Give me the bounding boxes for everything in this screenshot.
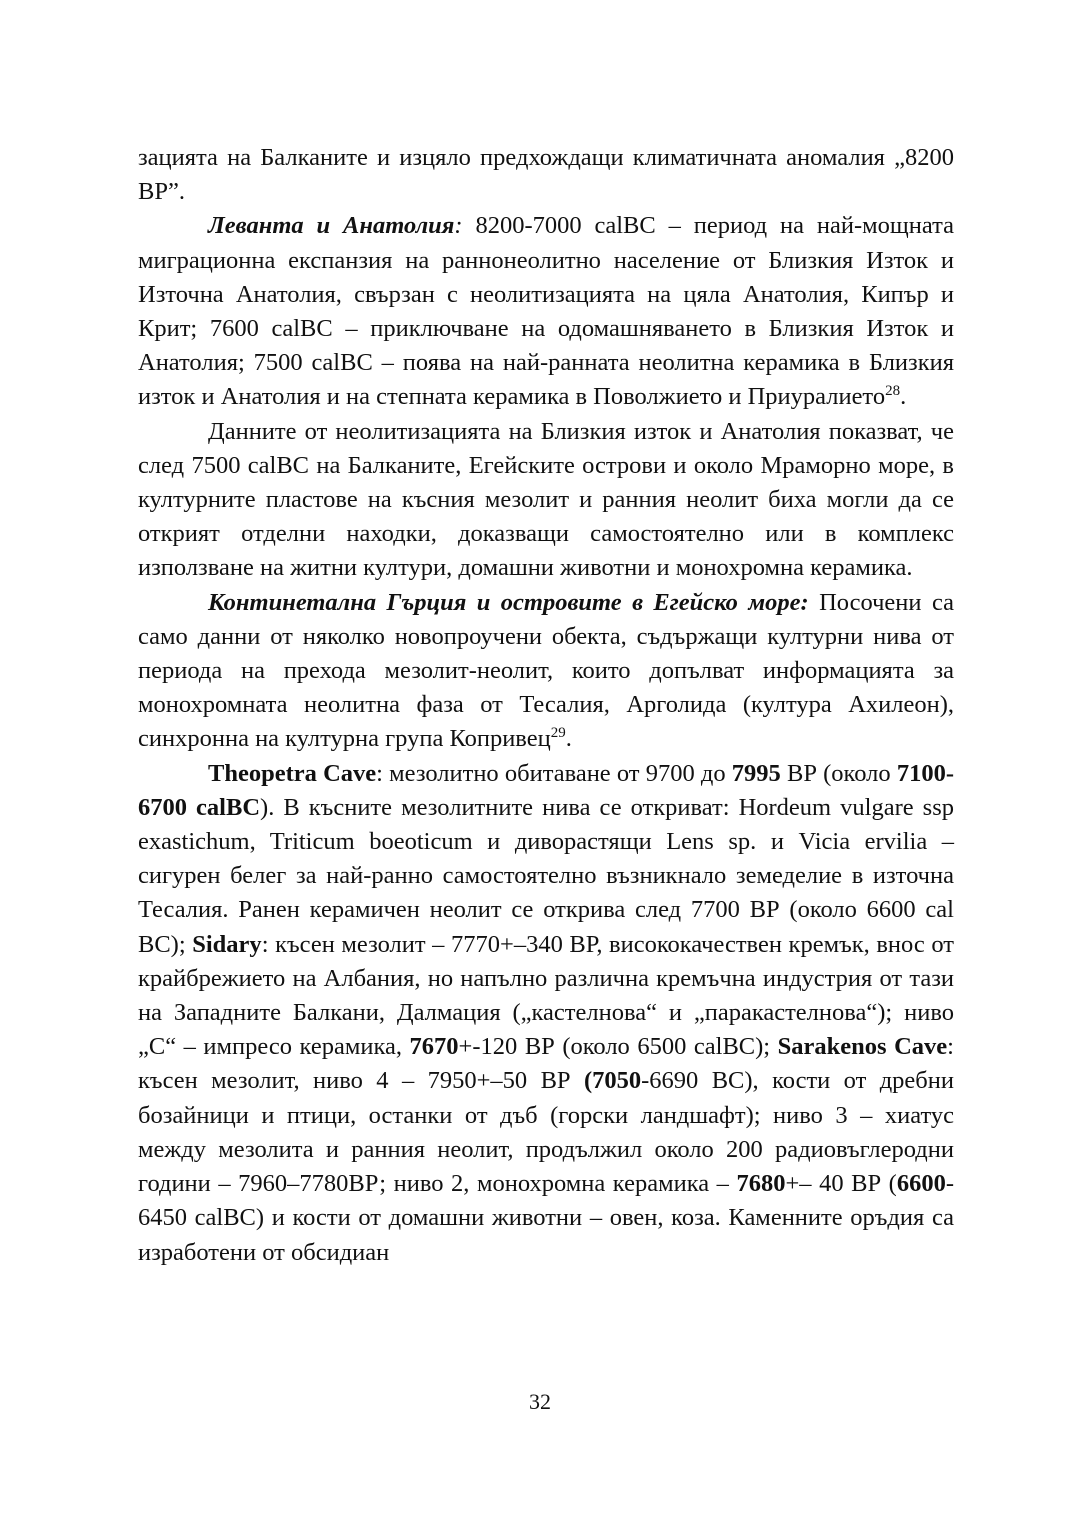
paragraph-4-end: . (565, 725, 572, 753)
date-bold: 7670 (409, 1033, 459, 1061)
paragraph-5-segment: +-120 ВР (около 6500 calBC); (458, 1033, 778, 1061)
paragraph-5-segment: -6450 calBC) и кости от домашни животни – овен, коза. Каменните оръдия са изработени от обсидиан (138, 1170, 954, 1266)
paragraph-5-segment: : мезолитно обитаване от 9700 до (376, 759, 732, 787)
paragraph-5-segment: : късен мезолит, ниво 4 – 7950+–50 ВР (138, 1033, 954, 1095)
paragraph-3-text: Данните от неолитизацията на Близкия изток и Анатолия показват, че след 7500 calBC на Балканите, Егейските острови и около Мраморно море, в културните пластове на късния мезолит и ранния неолит биха могли да се открият отделни находки, доказващи самостоятелно или в комплекс използване на житни култури, домашни животни и монохромна керамика. (138, 417, 954, 582)
site-name-theopetra: Theopetra Cave (208, 759, 377, 787)
paragraph-5-segment: +– 40 ВР ( (785, 1170, 897, 1198)
page-number: 32 (529, 1389, 551, 1414)
paragraph-5-segment: -6690 ВС), кости от дребни бозайници и птици, останки от дъб (горски ландшафт); ниво 3 – хиатус между мезолита и ранния неолит, продължил около 200 радиовъглеродни години – 7960–7780ВР; ниво 2, монохромна керамика – (138, 1067, 954, 1198)
paragraph-2-text: 8200-7000 calBC – период на най-мощната миграционна експанзия на раннонеолитно население от Близкия Изток и Източна Анатолия, свързан с неолитизацията на цяла Анатолия, Кипър и Крит; 7600 calBC – приключване на одомашняването в Близкия Изток и Анатолия; 7500 calBC – поява на най-ранната неолитна керамика в Близкия изток и Анатолия и на степната керамика в Поволжието и Приуралието (138, 212, 954, 411)
section-heading-levant: Леванта и Анатолия (208, 212, 455, 240)
date-bold: (7050 (583, 1067, 642, 1095)
site-name-sidary: Sidary (192, 930, 262, 958)
paragraph-5-segment: ВР (около (780, 759, 897, 787)
date-bold: 7680 (736, 1170, 786, 1198)
date-bold: 6600 (896, 1170, 946, 1198)
paragraph-4-text: Посочени са само данни от няколко новопроучени обекта, съдържащи културни нива от периода на прехода мезолит-неолит, които допълват информацията за монохромната неолитна фаза от Тесалия, Арголида (култура Ахилеон), синхронна на културна група Копривец (138, 588, 954, 753)
paragraph-4 (138, 586, 954, 757)
paragraph-3 (138, 415, 954, 586)
date-bold: 7100-6700 calBC (138, 759, 954, 821)
paragraph-2-end: . (900, 383, 907, 411)
paragraph-5-segment: ). В късните мезолитните нива се откриват: Hordeum vulgare ssp exastichum, Triticum boeoticum и диворастящи Lens sp. и Vicia ervilia – сигурен белег за най-ранно самостоятелно възникнало земеделие в източна Тесалия. Ранен керамичен неолит се открива след 7700 ВР (около 6600 cal BC); (138, 793, 955, 958)
section-heading-greece: Континетална Гърция и островите в Егейско море: (208, 588, 809, 616)
footnote-ref-29: 29 (550, 725, 566, 742)
site-name-sarakenos: Sarakenos Cave (777, 1033, 948, 1061)
paragraph-5-segment: : късен мезолит – 7770+–340 ВР, висококачествен кремък, внос от крайбрежието на Албания, но напълно различна кремъчна индустрия от тази на Западните Балкани, Далмация („кастелнова“ и „паракастелнова“); ниво „С“ – импресо керамика, (138, 930, 955, 1061)
paragraph-1-text: зацията на Балканите и изцяло предхождащи климатичната аномалия „8200 ВР”. (138, 144, 954, 206)
footnote-ref-28: 28 (885, 383, 901, 400)
date-bold: 7995 (731, 759, 781, 787)
body-text (138, 141, 954, 1270)
heading-colon: : (454, 212, 463, 240)
paragraph-2 (138, 209, 954, 414)
paragraph-5 (138, 757, 954, 1270)
paragraph-1 (138, 141, 954, 209)
